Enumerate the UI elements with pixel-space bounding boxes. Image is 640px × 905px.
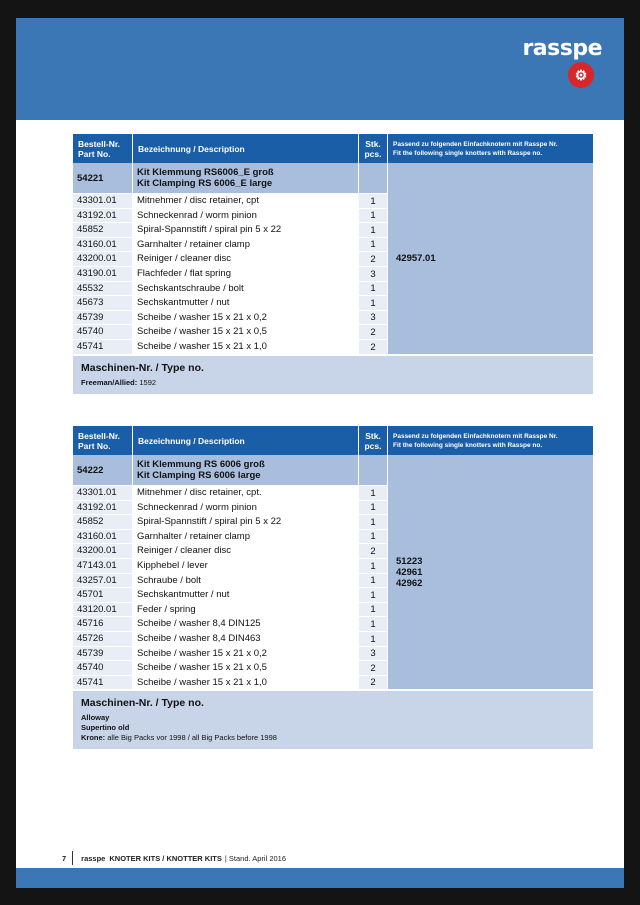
part-number: 45741 bbox=[73, 676, 133, 691]
part-description: Scheibe / washer 15 x 21 x 1,0 bbox=[133, 676, 359, 691]
part-description: Flachfeder / flat spring bbox=[133, 267, 359, 282]
part-number: 43200.01 bbox=[73, 252, 133, 267]
part-number: 45726 bbox=[73, 632, 133, 647]
part-quantity: 2 bbox=[359, 325, 388, 340]
machine-type-title: Maschinen-Nr. / Type no. bbox=[81, 697, 204, 710]
part-quantity: 2 bbox=[359, 544, 388, 559]
header-fits bbox=[388, 426, 593, 455]
part-number: 43160.01 bbox=[73, 530, 133, 545]
part-description: Feder / spring bbox=[133, 603, 359, 618]
part-description: Scheibe / washer 15 x 21 x 1,0 bbox=[133, 340, 359, 355]
kit-block-54221 bbox=[73, 134, 593, 394]
part-description: Scheibe / washer 8,4 DIN463 bbox=[133, 632, 359, 647]
part-quantity: 1 bbox=[359, 209, 388, 224]
part-number: 45716 bbox=[73, 617, 133, 632]
part-quantity: 2 bbox=[359, 252, 388, 267]
part-quantity: 1 bbox=[359, 296, 388, 311]
part-quantity: 2 bbox=[359, 340, 388, 355]
part-description: Scheibe / washer 15 x 21 x 0,5 bbox=[133, 661, 359, 676]
part-quantity: 1 bbox=[359, 632, 388, 647]
part-quantity: 1 bbox=[359, 238, 388, 253]
part-number: 43190.01 bbox=[73, 267, 133, 282]
kit-qty-blank bbox=[359, 163, 388, 194]
part-number: 45740 bbox=[73, 661, 133, 676]
fits-cell bbox=[388, 455, 593, 690]
machine-type-name: Alloway bbox=[81, 713, 110, 723]
kit-block-54222 bbox=[73, 426, 593, 749]
part-description: Garnhalter / retainer clamp bbox=[133, 530, 359, 545]
logo-mark-icon: ⚙ bbox=[568, 62, 594, 88]
part-number: 43192.01 bbox=[73, 209, 133, 224]
header-description: Bezeichnung / Description bbox=[133, 426, 359, 455]
part-description: Sechskantmutter / nut bbox=[133, 296, 359, 311]
part-quantity: 1 bbox=[359, 559, 388, 574]
header-part-no-en: Part No. bbox=[78, 440, 111, 451]
catalog-page bbox=[16, 18, 624, 888]
parts-table bbox=[73, 134, 593, 355]
part-number: 45532 bbox=[73, 282, 133, 297]
part-number: 43120.01 bbox=[73, 603, 133, 618]
kit-title bbox=[133, 163, 359, 194]
header-fits-en: Fit the following single knotters with Rasspe no. bbox=[393, 441, 543, 449]
part-description: Scheibe / washer 15 x 21 x 0,2 bbox=[133, 647, 359, 662]
fit-knotter-number: 42957.01 bbox=[396, 252, 436, 264]
part-description: Scheibe / washer 15 x 21 x 0,5 bbox=[133, 325, 359, 340]
part-description: Schneckenrad / worm pinion bbox=[133, 501, 359, 516]
header-fits-de: Passend zu folgenden Einfachknotern mit Rasspe Nr. bbox=[393, 432, 558, 440]
parts-table bbox=[73, 426, 593, 690]
footer-divider bbox=[72, 851, 73, 865]
part-number: 45739 bbox=[73, 647, 133, 662]
table-header-row bbox=[73, 134, 593, 163]
part-number: 45852 bbox=[73, 223, 133, 238]
kit-title-row bbox=[73, 163, 593, 194]
header-description: Bezeichnung / Description bbox=[133, 134, 359, 163]
header-part-no-de: Bestell-Nr. bbox=[78, 138, 121, 149]
machine-type-line bbox=[81, 713, 585, 723]
kit-part-no: 54222 bbox=[73, 455, 133, 486]
kit-part-no: 54221 bbox=[73, 163, 133, 194]
logo-text: rasspe bbox=[522, 36, 602, 61]
part-number: 45740 bbox=[73, 325, 133, 340]
part-description: Scheibe / washer 8,4 DIN125 bbox=[133, 617, 359, 632]
part-quantity: 1 bbox=[359, 588, 388, 603]
machine-type-line bbox=[81, 723, 585, 733]
part-quantity: 1 bbox=[359, 574, 388, 589]
part-quantity: 3 bbox=[359, 311, 388, 326]
machine-type-detail: 1592 bbox=[137, 377, 157, 387]
rasspe-logo bbox=[502, 36, 602, 96]
part-number: 45701 bbox=[73, 588, 133, 603]
machine-type-box bbox=[73, 356, 593, 394]
kit-title-de: Kit Klemmung RS 6006 groß bbox=[137, 459, 265, 470]
header-qty bbox=[359, 426, 388, 455]
kit-title bbox=[133, 455, 359, 486]
part-quantity: 1 bbox=[359, 501, 388, 516]
part-description: Sechskantmutter / nut bbox=[133, 588, 359, 603]
header-fits-de: Passend zu folgenden Einfachknotern mit Rasspe Nr. bbox=[393, 140, 558, 148]
kit-title-en: Kit Clamping RS 6006_E large bbox=[137, 178, 273, 189]
part-quantity: 3 bbox=[359, 267, 388, 282]
part-number: 45739 bbox=[73, 311, 133, 326]
footer-stand: | Stand. April 2016 bbox=[224, 853, 287, 863]
header-band bbox=[16, 18, 624, 120]
header-fits bbox=[388, 134, 593, 163]
part-number: 43200.01 bbox=[73, 544, 133, 559]
part-description: Schneckenrad / worm pinion bbox=[133, 209, 359, 224]
kit-title-de: Kit Klemmung RS6006_E groß bbox=[137, 167, 274, 178]
part-quantity: 2 bbox=[359, 676, 388, 691]
footer-brand: rasspe bbox=[81, 853, 106, 863]
footer-title: KNOTER KITS / KNOTTER KITS bbox=[109, 853, 222, 863]
machine-type-box bbox=[73, 691, 593, 749]
part-description: Schraube / bolt bbox=[133, 574, 359, 589]
footer-band bbox=[16, 868, 624, 888]
part-description: Garnhalter / retainer clamp bbox=[133, 238, 359, 253]
part-number: 43257.01 bbox=[73, 574, 133, 589]
kit-qty-blank bbox=[359, 455, 388, 486]
kit-title-en: Kit Clamping RS 6006 large bbox=[137, 470, 261, 481]
kit-title-row bbox=[73, 455, 593, 486]
part-quantity: 1 bbox=[359, 515, 388, 530]
machine-type-title: Maschinen-Nr. / Type no. bbox=[81, 361, 204, 374]
machine-type-line bbox=[81, 733, 585, 743]
part-description: Spiral-Spannstift / spiral pin 5 x 22 bbox=[133, 515, 359, 530]
part-description: Mitnehmer / disc retainer, cpt bbox=[133, 194, 359, 209]
part-number: 45741 bbox=[73, 340, 133, 355]
part-quantity: 1 bbox=[359, 223, 388, 238]
part-quantity: 1 bbox=[359, 282, 388, 297]
header-part-no-en: Part No. bbox=[78, 148, 111, 159]
part-number: 43301.01 bbox=[73, 486, 133, 501]
part-quantity: 1 bbox=[359, 603, 388, 618]
page-footer bbox=[62, 851, 286, 865]
part-quantity: 3 bbox=[359, 647, 388, 662]
part-number: 45673 bbox=[73, 296, 133, 311]
fit-knotter-number: 51223 bbox=[396, 555, 423, 567]
header-fits-en: Fit the following single knotters with Rasspe no. bbox=[393, 149, 543, 157]
header-qty-de: Stk. bbox=[365, 430, 381, 441]
part-quantity: 1 bbox=[359, 486, 388, 501]
header-qty-en: pcs. bbox=[364, 440, 382, 451]
part-number: 45852 bbox=[73, 515, 133, 530]
header-qty-en: pcs. bbox=[364, 148, 382, 159]
part-description: Spiral-Spannstift / spiral pin 5 x 22 bbox=[133, 223, 359, 238]
part-quantity: 2 bbox=[359, 661, 388, 676]
fits-cell bbox=[388, 163, 593, 355]
part-quantity: 1 bbox=[359, 194, 388, 209]
part-description: Kipphebel / lever bbox=[133, 559, 359, 574]
part-description: Reiniger / cleaner disc bbox=[133, 252, 359, 267]
header-part-no bbox=[73, 426, 133, 455]
part-description: Sechskantschraube / bolt bbox=[133, 282, 359, 297]
table-header-row bbox=[73, 426, 593, 455]
part-description: Mitnehmer / disc retainer, cpt. bbox=[133, 486, 359, 501]
machine-type-name: Freeman/Allied: bbox=[81, 377, 138, 387]
fit-knotter-number: 42961 bbox=[396, 566, 423, 578]
part-number: 43301.01 bbox=[73, 194, 133, 209]
machine-type-name: Supertino old bbox=[81, 723, 130, 733]
header-qty-de: Stk. bbox=[365, 138, 381, 149]
part-number: 47143.01 bbox=[73, 559, 133, 574]
part-description: Scheibe / washer 15 x 21 x 0,2 bbox=[133, 311, 359, 326]
fit-knotter-number: 42962 bbox=[396, 577, 423, 589]
header-qty bbox=[359, 134, 388, 163]
machine-type-name: Krone: bbox=[81, 733, 106, 743]
part-number: 43192.01 bbox=[73, 501, 133, 516]
part-quantity: 1 bbox=[359, 617, 388, 632]
part-description: Reiniger / cleaner disc bbox=[133, 544, 359, 559]
part-number: 43160.01 bbox=[73, 238, 133, 253]
machine-type-detail: alle Big Packs vor 1998 / all Big Packs before 1998 bbox=[105, 733, 277, 743]
header-part-no-de: Bestell-Nr. bbox=[78, 430, 121, 441]
header-part-no bbox=[73, 134, 133, 163]
part-quantity: 1 bbox=[359, 530, 388, 545]
machine-type-line bbox=[81, 378, 585, 388]
page-number: 7 bbox=[62, 853, 67, 863]
